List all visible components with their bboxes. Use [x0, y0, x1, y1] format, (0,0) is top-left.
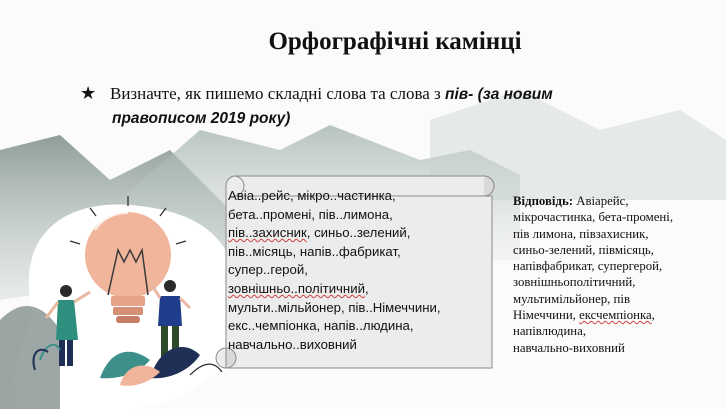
answer-line: напівлюдина,	[513, 324, 587, 339]
answer-line: мультимільйонер, пів	[513, 291, 631, 306]
answer-label: Відповідь:	[513, 194, 573, 208]
underlined-word: зовнішньо..політичний	[228, 280, 365, 296]
exercise-line: навчально..виховний	[228, 336, 357, 352]
slide-title: Орфографічні камінці	[268, 28, 522, 55]
exercise-line: супер..герой,	[228, 262, 308, 278]
underlined-word: ексчемпіонка	[579, 308, 652, 323]
exercise-line: екс..чемпіонка, напів..людина,	[228, 318, 414, 334]
answer-block	[513, 193, 713, 356]
underlined-word: пів..захисник	[228, 225, 307, 241]
star-icon: ★	[80, 83, 97, 103]
answer-line: Німеччини,	[513, 308, 580, 323]
exercise-line: Авіа..рейс, мікро..частинка,	[228, 188, 396, 203]
exercise-line: мульти..мільйонер, пів..Німеччини,	[228, 299, 441, 315]
exercise-line-rest: , синьо..зелений,	[306, 225, 411, 241]
answer-line: мікрочастинка, бета-промені,	[513, 210, 674, 225]
answer-line: Авіарейс,	[573, 194, 629, 208]
answer-line: зовнішньополітичний,	[513, 275, 636, 290]
mountain-bottom	[0, 306, 60, 409]
answer-line: навчально-виховний	[513, 340, 625, 355]
exercise-line	[228, 224, 498, 243]
task-emphasis-continued: правописом 2019 року)	[112, 110, 291, 127]
task-bullet	[80, 76, 640, 112]
answer-line: напівфабрикат, супергерой,	[513, 259, 663, 274]
task-text: Визначте, як пишемо складні слова та слова з	[110, 84, 446, 103]
exercise-line: бета..промені, пів..лимона,	[228, 206, 393, 222]
answer-comma: ,	[651, 308, 655, 323]
exercise-text	[228, 187, 498, 354]
exercise-line: пів..місяць, напів..фабрикат,	[228, 243, 401, 259]
answer-line: пів лимона, півзахисник,	[513, 226, 649, 241]
task-emphasis: пів- (за новим	[445, 86, 553, 103]
answer-line: синьо-зелений, півмісяць,	[513, 242, 654, 257]
exercise-line: зовнішньо..політичний,	[228, 280, 369, 296]
